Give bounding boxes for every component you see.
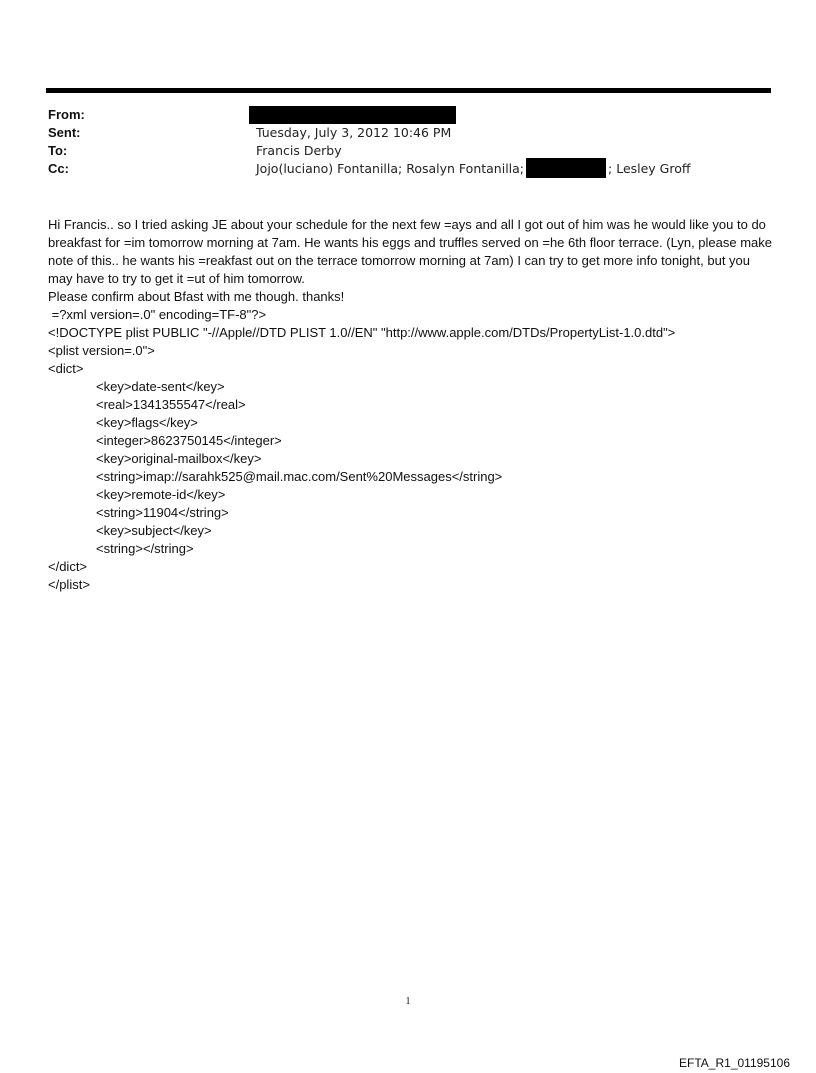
cc-label: Cc: [48,161,69,176]
code-line: <string>imap://sarahk525@mail.mac.com/Sent%20Messages</string> [96,469,503,484]
from-label: From: [48,107,85,122]
code-line: <string></string> [96,541,194,556]
code-line: <key>original-mailbox</key> [96,451,262,466]
to-value: Francis Derby [256,143,342,158]
cc-row [48,160,768,178]
page-number: 1 [405,996,411,1007]
code-line: <dict> [48,361,84,376]
code-line: <real>1341355547</real> [96,397,246,412]
redaction-box [526,158,606,178]
cc-value-part2: ; Lesley Groff [608,161,691,176]
plist-code-block [48,306,773,594]
sent-value: Tuesday, July 3, 2012 10:46 PM [256,125,452,140]
sent-row [48,124,768,142]
code-line: </dict> [48,559,88,574]
confirm-line: Please confirm about Bfast with me though. thanks! [48,289,345,304]
cc-value-part1: Jojo(luciano) Fontanilla; Rosalyn Fontanilla; [256,161,525,176]
to-row [48,142,768,160]
cc-value [256,160,691,178]
redaction-box [249,106,456,124]
sent-label: Sent: [48,125,81,140]
code-line: <plist version=.0"> [48,343,155,358]
code-line: <key>remote-id</key> [96,487,226,502]
header-divider [46,88,771,93]
code-line: <string>11904</string> [96,505,229,520]
code-line: <key>subject</key> [96,523,212,538]
to-label: To: [48,143,68,158]
code-line: =?xml version=.0" encoding=TF-8"?> [48,307,267,322]
document-id: EFTA_R1_01195106 [679,1056,790,1070]
code-line: <key>date-sent</key> [96,379,225,394]
code-line: </plist> [48,577,90,592]
email-header [48,106,768,178]
code-line: <integer>8623750145</integer> [96,433,282,448]
code-line: <key>flags</key> [96,415,198,430]
from-row [48,106,768,124]
body-paragraph: Hi Francis.. so I tried asking JE about your schedule for the next few =ays and all I got out of him was he would like you to do breakfast for =im tomorrow morning at 7am. He wants his eggs and truffles served on =he 6th floor terrace. (Lyn, please make note of this.. he wants his =reakfast out on the terrace tomorrow morning at 7am) I can try to get more info tonight, but you may have to try to get it =ut of him tomorrow. [48,217,773,286]
code-line: <!DOCTYPE plist PUBLIC "-//Apple//DTD PLIST 1.0//EN" "http://www.apple.com/DTDs/PropertyList-1.0.dtd"> [48,325,676,340]
email-body [48,216,773,594]
